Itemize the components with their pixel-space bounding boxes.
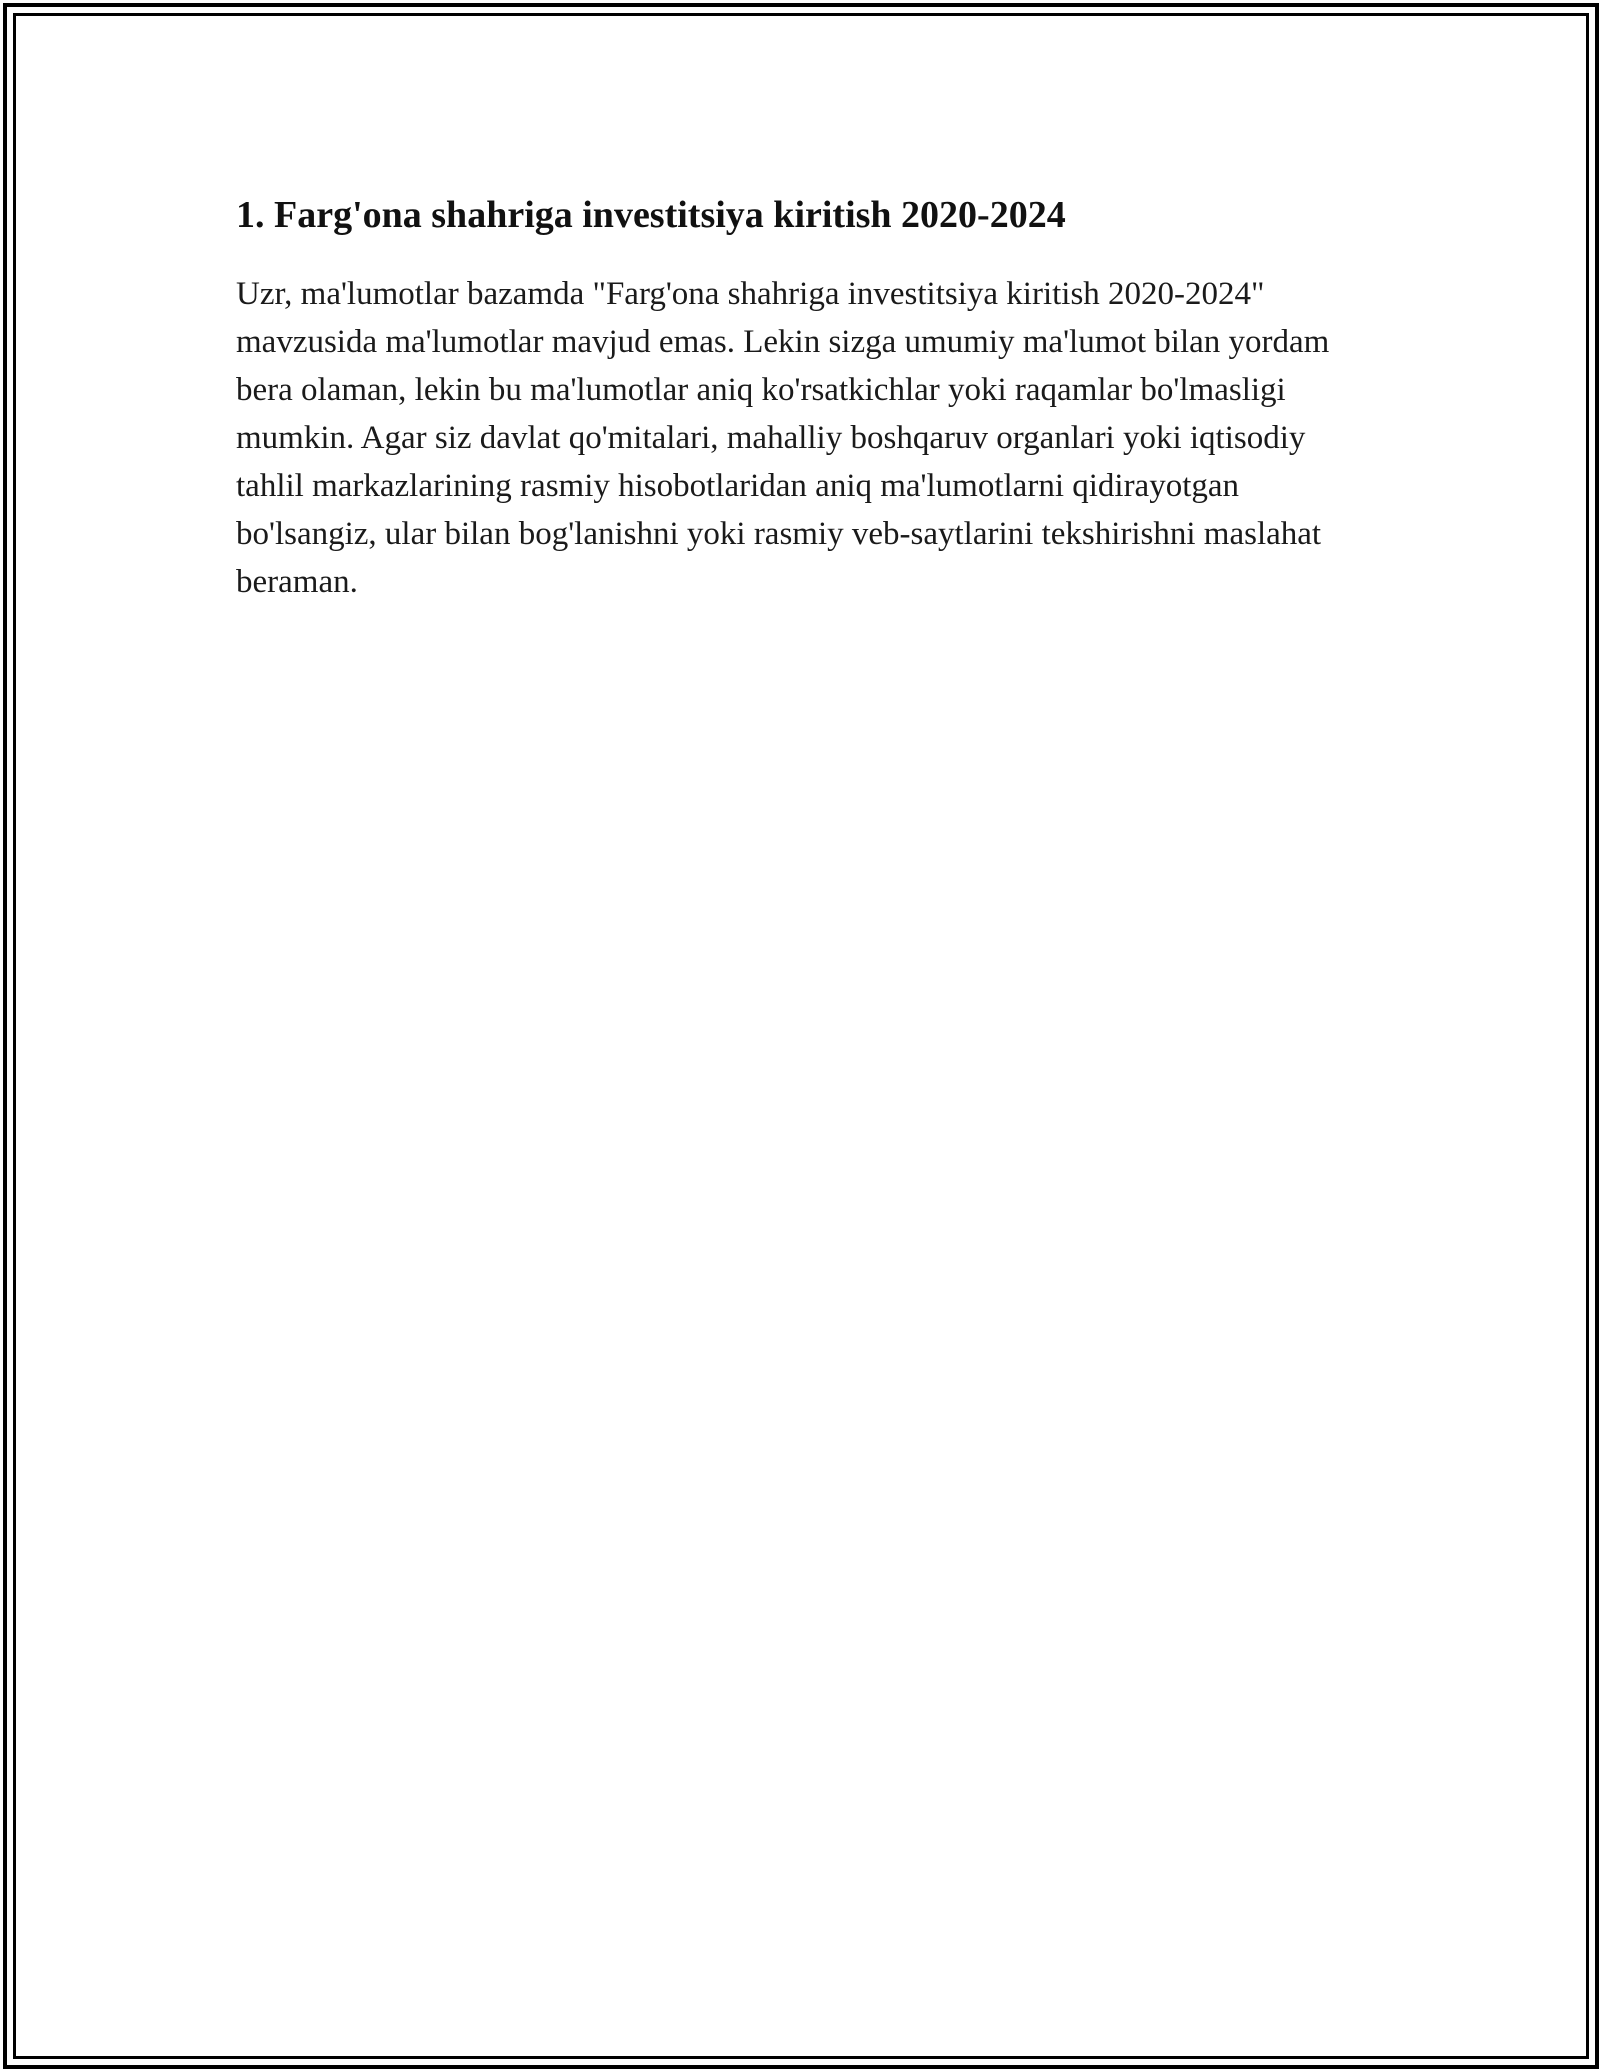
document-content [236, 186, 1366, 606]
section-heading: 1. Farg'ona shahriga investitsiya kiritish 2020-2024 [236, 194, 1066, 236]
section-body-paragraph: Uzr, ma'lumotlar bazamda "Farg'ona shahriga investitsiya kiritish 2020-2024" mavzusida ma'lumotlar mavjud emas. Lekin sizga umumiy ma'lumot bilan yordam bera olaman, lekin bu ma'lumotlar aniq ko'rsatkichlar yoki raqamlar bo'lmasligi mumkin. Agar siz davlat qo'mitalari, mahalliy boshqaruv organlari yoki iqtisodiy tahlil markazlarining rasmiy hisobotlaridan aniq ma'lumotlarni qidirayotgan bo'lsangiz, ular bilan bog'lanishni yoki rasmiy veb-saytlarini tekshirishni maslahat beraman. [236, 276, 1330, 600]
